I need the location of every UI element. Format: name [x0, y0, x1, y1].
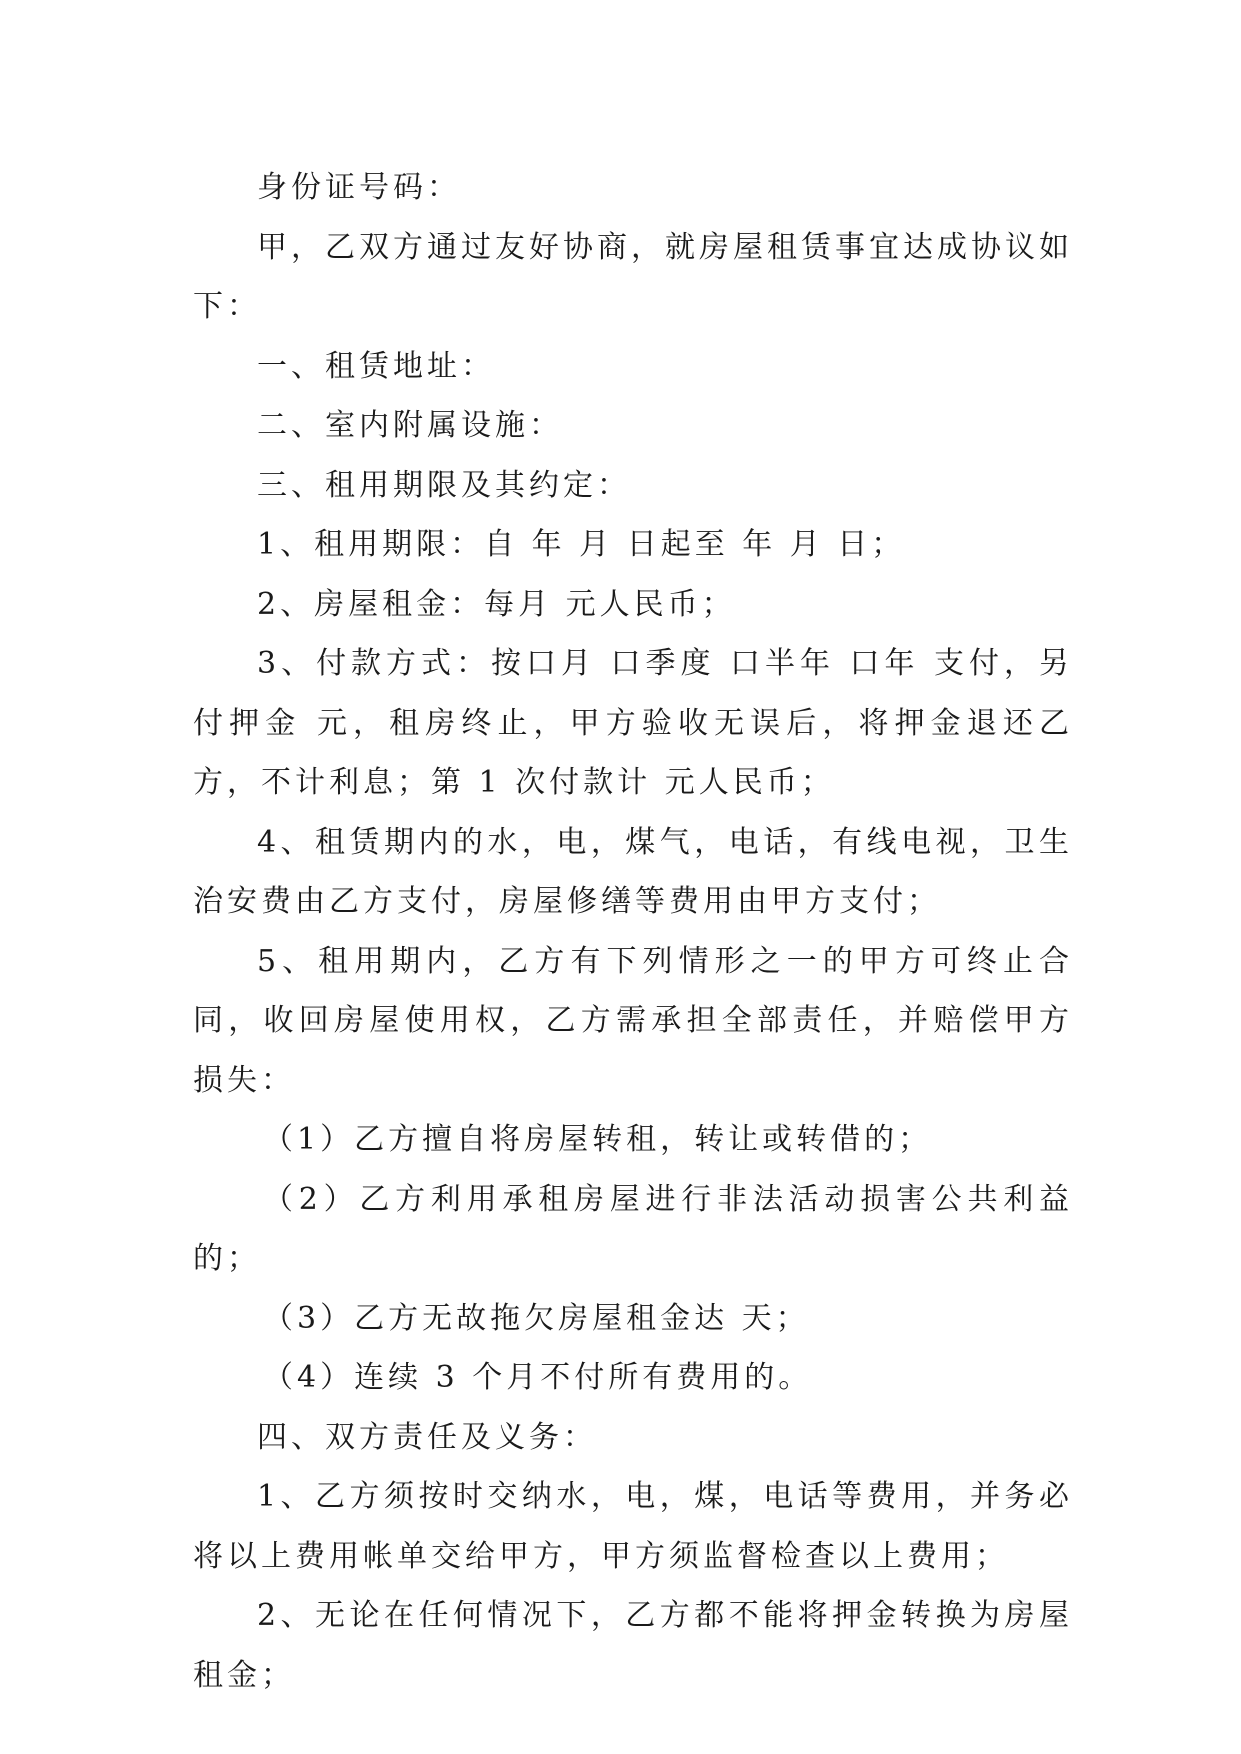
- termination-item-3: （3）乙方无故拖欠房屋租金达 天；: [263, 1300, 810, 1336]
- termination-item-2: （2）乙方利用承租房屋进行非法活动损害公共利益的；: [193, 1181, 1073, 1276]
- termination-item-1: （1）乙方擅自将房屋转租，转让或转借的；: [263, 1122, 933, 1157]
- clause-payment-method: 3、付款方式：按口月 口季度 口半年 口年 支付，另付押金 元，租房终止，甲方验收无误后，将押金退还乙方，不计利息；第 1 次付款计 元人民币；: [193, 646, 1073, 800]
- responsibility-item-1: 1、乙方须按时交纳水，电，煤，电话等费用，并务必将以上费用帐单交给甲方，甲方须监督检查以上费用；: [193, 1479, 1073, 1574]
- responsibility-item-2: 2、无论在任何情况下，乙方都不能将押金转换为房屋租金；: [193, 1598, 1073, 1693]
- id-number-line: 身份证号码：: [257, 170, 461, 205]
- clause-term-period: 1、租用期限：自 年 月 日起至 年 月 日；: [257, 527, 906, 562]
- clause-utilities: 4、租赁期内的水，电，煤气，电话，有线电视，卫生治安费由乙方支付，房屋修缮等费用由甲方支付；: [193, 824, 1073, 919]
- document-body: [193, 158, 1073, 1705]
- section-term-heading: 三、租用期限及其约定：: [257, 467, 631, 503]
- termination-item-4: （4）连续 3 个月不付所有费用的。: [263, 1360, 813, 1395]
- section-rental-address: 一、租赁地址：: [257, 348, 495, 384]
- section-facilities: 二、室内附属设施：: [257, 408, 563, 443]
- section-responsibilities-heading: 四、双方责任及义务：: [257, 1419, 597, 1455]
- clause-termination: 5、租用期内，乙方有下列情形之一的甲方可终止合同，收回房屋使用权，乙方需承担全部责任，并赔偿甲方损失：: [193, 943, 1073, 1098]
- agreement-intro: 甲，乙双方通过友好协商，就房屋租赁事宜达成协议如下：: [193, 229, 1073, 324]
- clause-rent: 2、房屋租金：每月 元人民币；: [257, 586, 736, 622]
